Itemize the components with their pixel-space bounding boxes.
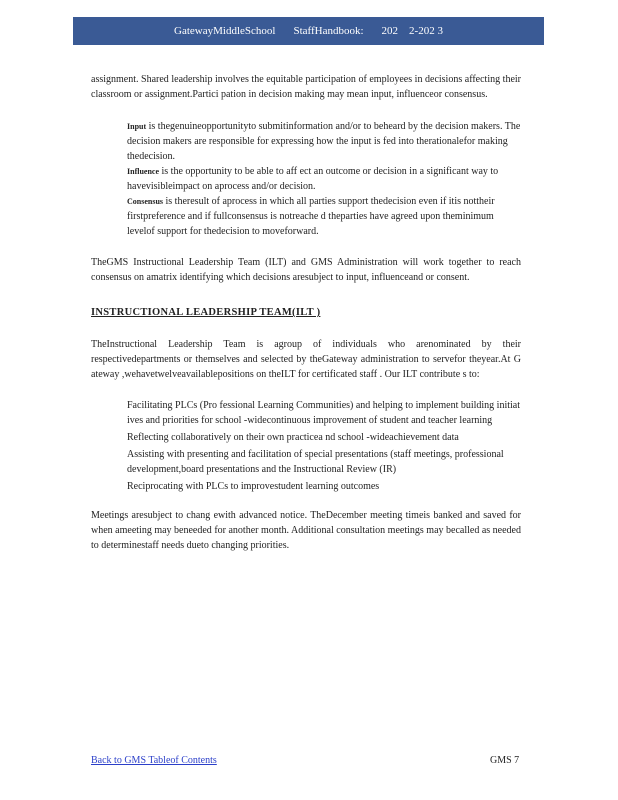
definition-text: is the opportunity to be able to aff ect an outcome or decision in a significant way to havevisibleimpact on aprocess and/or decision. [127, 166, 499, 192]
definition-list [109, 119, 521, 239]
header-year: 202 2-202 3 [381, 25, 443, 37]
definition-item-consensus [109, 194, 521, 239]
meetings-paragraph: Meetings aresubject to chang ewith advanced notice. TheDecember meeting timeis banked and saved for when ameeting may beneeded for another month. Additional consultation meetings may becalled as needed to determinestaff needs dueto changing priorities. [91, 510, 521, 551]
intro-paragraph: assignment. Shared leadership involves the equitable participation of employees in decisions affecting their classroom or assignment.Partici pation in decision making may mean input, influenceor consensus. [91, 74, 521, 100]
contribution-text: Facilitating PLCs (Pro fessional Learning Communities) and helping to implement building initiat ives and priorities for school -widecontinuous improvement of student and teacher learning [127, 400, 521, 426]
contribution-item [109, 447, 521, 477]
header-bar [73, 17, 544, 45]
ilt-description: TheInstructional Leadership Team is agroup of individuals who arenominated by their respectivedepartments or themselves and selected by theGateway administration to servefor theyear.At G ateway ,wehavetwelveavailablepositions on theILT for certificated staff . Our ILT contribute s to: [91, 339, 521, 380]
contribution-list [109, 398, 521, 494]
contribution-item [109, 398, 521, 428]
contribution-text: Reflecting collaboratively on their own practicea nd school -wideachievement data [127, 432, 459, 443]
contribution-item [109, 430, 521, 445]
back-to-contents-link[interactable]: Back to GMS Tableof Contents [91, 755, 217, 766]
definition-item-input [109, 119, 521, 164]
definition-term: Consensus [127, 197, 164, 206]
contribution-item [109, 479, 521, 494]
contribution-text: Assisting with presenting and facilitation of special presentations (staff meetings, professional development,board presentations and the Instructional Review (IR) [127, 449, 504, 475]
page-body [91, 72, 521, 553]
definition-term: Influence [127, 167, 159, 176]
definition-term: Input [127, 122, 147, 131]
ilt-paragraph: TheGMS Instructional Leadership Team (ILT) and GMS Administration will work together to reach consensus on amatrix identifying which decisions aresubject to input, influenceand or consent. [91, 257, 521, 283]
page-number: GMS 7 [490, 755, 520, 766]
definition-text: is thegenuineopportunityto submitinformation and/or to beheard by the decision makers. The decision makers are responsible for expressing how the input is fed into therationalefor making thedecision. [127, 121, 521, 162]
header-handbook-label: StaffHandbook: [293, 25, 364, 37]
header-school-name: GatewayMiddleSchool [174, 25, 276, 37]
definition-text: is theresult of aprocess in which all parties support thedecision even if itis nottheir firstpreference and if fullconsensus is notreache d theparties have agreed upon theminimum levelof support for thedecision to moveforward. [127, 196, 495, 237]
section-heading: INSTRUCTIONAL LEADERSHIP TEAM(ILT ) [91, 307, 321, 318]
definition-item-influence [109, 164, 521, 194]
contribution-text: Reciprocating with PLCs to improvestudent learning outcomes [127, 481, 380, 492]
